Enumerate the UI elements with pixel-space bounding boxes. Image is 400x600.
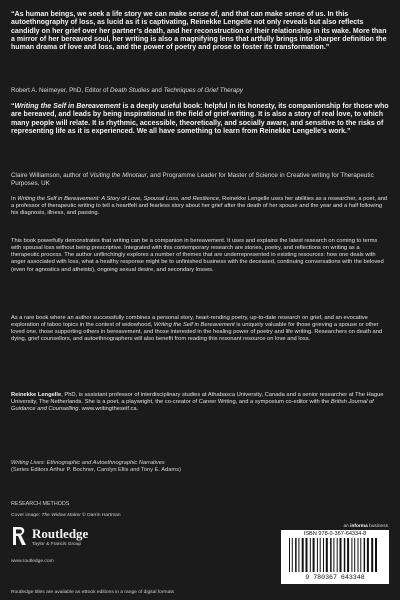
endorsement-quote-neimeyer	[11, 11, 389, 52]
text: is uniquely valuable for those grieving a spouse or other loved one, those supporting others in bereavement, and those interested in the healing power of poetry and life writing. Researchers on death and dying, grief counsellors, and autoethnographers will also benefit from reading this resonant resource on love and loss.	[11, 322, 383, 343]
journal-title: British Journal of Guidance and Counselling	[11, 399, 374, 413]
author-name: Reinekke Lengelle	[11, 392, 62, 398]
informa-business-tag	[343, 524, 388, 529]
book-title-inline: Writing the Self in Bereavement	[14, 103, 121, 110]
author-bio	[11, 392, 389, 413]
attribution-journal: Techniques of Grief Therapy	[163, 87, 243, 94]
description-paragraph-2	[11, 238, 389, 274]
attribution-name: Robert A. Neimeyer, PhD, Editor of	[11, 87, 111, 94]
endorsement-attribution-neimeyer	[11, 87, 389, 95]
subject-category: RESEARCH METHODS	[11, 501, 70, 507]
text: . www.writingtheself.ca.	[78, 406, 139, 413]
book-title-inline: Writing the Self in Bereavement	[153, 322, 235, 329]
text: Cover image:	[11, 513, 42, 518]
endorsement-text: “As human beings, we seek a life story we can make sense of, and that can make sense of us. In this autoethnography of loss, as lucid as it is captivating, Reinekke Lengelle not only reveals but also reflects candidly on her grief over her partner’s death, and her reconstruction of their relationship in its wake. More than a mirror of her bereaved soul, her writing is also a magnifying lens that artfully brings into sharper definition the human drama of love and loss, and the power of poetry and prose to foster its transformation.”	[11, 11, 387, 51]
isbn-digits: 9 780367 643348	[305, 574, 365, 581]
endorsement-quote-williamson	[11, 103, 389, 136]
book-title-inline: Writing the Self in Bereavement: A Story of Love, Spousal Loss, and Resilience	[17, 196, 219, 202]
text: , Reinekke Lengelle uses her abilities as a researcher, a poet, and a professor of therapeutic writing to tell a heartfelt and fearless story about her grief after the death of her spouse and the year and a half following his diagnosis, illness, and passing.	[11, 196, 388, 217]
attribution-journal: Death Studies	[110, 87, 150, 94]
text: As a rare book where an author successfully combines a personal story, heart-rending poetry, up-to-date research on grief, and an evocative exploration of taboo topics in the context of widowhood,	[11, 315, 368, 329]
series-name: Writing Lives: Ethnographic and Autoethnographic Narratives	[11, 460, 165, 466]
open-quote: “	[11, 103, 15, 110]
text: business	[367, 524, 388, 529]
endorsement-attribution-williamson	[11, 172, 389, 187]
attribution-book: Visiting the Minotaur	[89, 172, 147, 179]
description-paragraph-1	[11, 196, 389, 217]
publisher-url[interactable]: www.routledge.com	[11, 559, 54, 564]
ebook-note: Routledge titles are available as eBook editions in a range of digital formats	[11, 590, 175, 595]
attribution-post: , and Programme Leader for Master of Science in Creative writing for Therapeutic Purposes, UK	[11, 172, 374, 187]
publisher-group: Taylor & Francis Group	[32, 542, 82, 547]
publisher-name: Routledge	[32, 526, 89, 541]
barcode-icon	[287, 538, 383, 574]
informa-brand: informa	[350, 524, 368, 529]
text: This book powerfully demonstrates that writing can be a companion in bereavement. It uses and explains the latest research on coming to terms with spousal loss without being prescriptive. Integrated with this contemporary research are stories, poetry, and reflections on writing as a therapeutic process. The author unflinchingly explores a number of themes that are underrepresented in existing resources: how one deals with anger associated with loss, what a healthy response might be to unfinished business with the deceased, continuing conversations with the beloved (even for agnostics and atheists), ongoing sexual desire, and secondary losses.	[11, 238, 384, 273]
cover-credit	[11, 513, 121, 519]
text: an	[343, 524, 351, 529]
cover-art-title: The Widow Maker	[41, 513, 81, 518]
text: © Darrin Hartman	[80, 513, 121, 518]
text: , PhD, is assistant professor of interdisciplinary studies at Athabasca University, Canada and a senior researcher at The Hague University, The Netherlands. She is a poet, a playwright, the co-creator of Career Writing, and a symposium co-editor with the	[11, 392, 384, 406]
series-editors: (Series Editors Arthur P. Bochner, Carolyn Ellis and Tony E. Adams)	[11, 467, 181, 473]
attribution-and: and	[149, 87, 164, 94]
series-info	[11, 460, 341, 474]
description-paragraph-3	[11, 315, 389, 344]
endorsement-text: is a deeply useful book: helpful in its honesty, its companionship for those who are bereaved, and leads by being inspirational in the field of grief-writing. It is also a story of real love, to which many people will relate. It is rhythmic, accessible, theoretically, and socially aware, and sensitive to the risks of representing life as it is experienced. We all have something to learn from Reinekke Lengelle’s work.”	[11, 103, 389, 135]
text: In	[11, 196, 18, 202]
routledge-logo-icon	[11, 525, 29, 547]
isbn-barcode	[281, 530, 389, 584]
isbn-label: ISBN 978-0-367-64334-8	[303, 531, 367, 537]
attribution-pre: Claire Williamson, author of	[11, 172, 90, 179]
